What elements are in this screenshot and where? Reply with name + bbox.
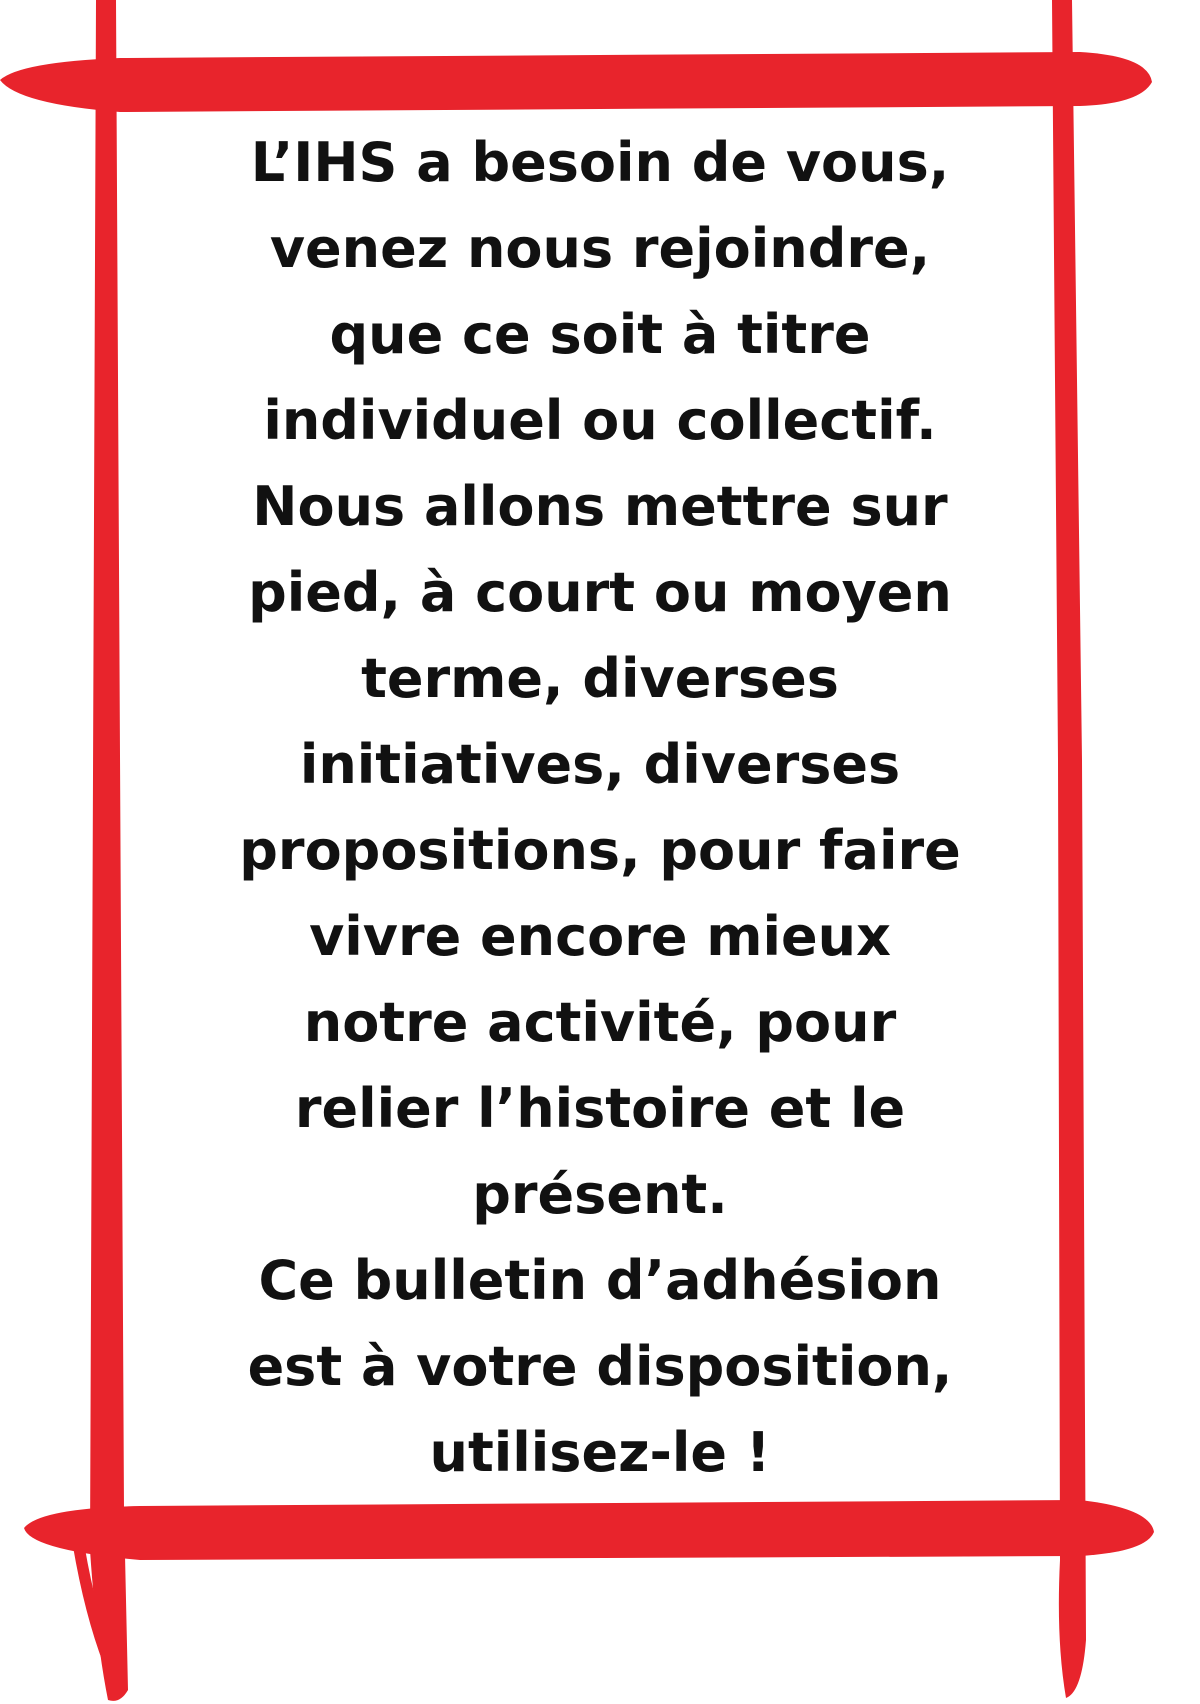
- message-line: L’IHS a besoin de vous,: [250, 131, 950, 194]
- message-line: notre activité, pour: [303, 991, 897, 1054]
- message-line: terme, diverses: [361, 647, 839, 710]
- message-line: pied, à court ou moyen: [248, 561, 952, 624]
- frame-right-stroke: [1052, 0, 1086, 1698]
- membership-message: [220, 120, 980, 1496]
- message-line: propositions, pour faire: [239, 819, 961, 882]
- message-line: relier l’histoire et le: [294, 1077, 906, 1140]
- message-line: Nous allons mettre sur: [252, 475, 948, 538]
- message-line: est à votre disposition,: [247, 1335, 953, 1398]
- frame-top-stroke: [0, 52, 1152, 112]
- message-line: Ce bulletin d’adhésion: [258, 1249, 942, 1312]
- message-line: que ce soit à titre: [329, 303, 871, 366]
- message-line: initiatives, diverses: [299, 733, 901, 796]
- frame-bottom-stroke: [24, 1500, 1154, 1560]
- message-line: utilisez-le !: [429, 1421, 771, 1484]
- message-line: présent.: [472, 1163, 728, 1226]
- message-line: vivre encore mieux: [309, 905, 891, 968]
- frame-left-stroke: [90, 0, 128, 1701]
- message-line: venez nous rejoindre,: [269, 217, 931, 280]
- message-line: individuel ou collectif.: [263, 389, 937, 452]
